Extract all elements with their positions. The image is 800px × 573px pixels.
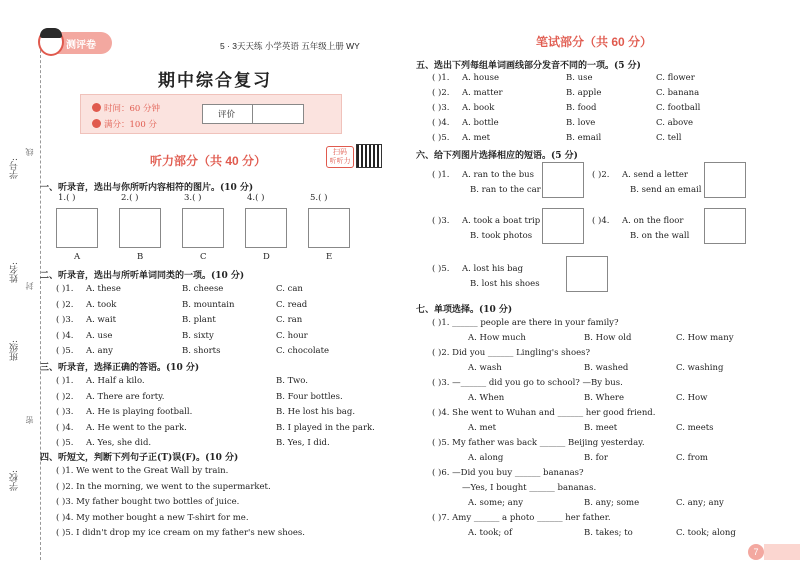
s6-b: B. on the wall	[630, 231, 690, 241]
full-score: 满分：100 分	[104, 120, 157, 130]
s6-num[interactable]: ( )4.	[592, 216, 610, 226]
s1-letter: E	[326, 252, 333, 262]
s7-b: B. for	[584, 453, 608, 463]
s5-c: C. banana	[656, 88, 700, 98]
s7-a: A. How much	[468, 333, 526, 343]
s5-c: C. tell	[656, 133, 682, 143]
s7-a: A. along	[468, 453, 504, 463]
s2-a: A. use	[86, 330, 113, 341]
qr-code-icon[interactable]	[356, 144, 382, 168]
binding-line	[40, 40, 41, 560]
check-icon	[92, 119, 101, 128]
s2-b: B. shorts	[182, 346, 221, 356]
s7-b: B. meet	[584, 423, 618, 433]
laptop-icon	[704, 162, 746, 198]
s7-question[interactable]: ( )1. ______ people are there in your family?	[432, 318, 619, 328]
class-label: 班级:	[10, 340, 20, 362]
s3-b: B. Yes, I did.	[276, 438, 330, 448]
s7-question[interactable]: ( )3. —______ did you go to school? —By bus.	[432, 378, 623, 388]
s3-b: B. Two.	[276, 376, 308, 386]
s3-num[interactable]: ( )2.	[56, 391, 74, 402]
s2-c: C. read	[276, 299, 308, 310]
s7-b: B. Where	[584, 393, 624, 403]
s5-num[interactable]: ( )4.	[432, 118, 450, 128]
s5-c: C. above	[656, 118, 694, 128]
s6-a: A. send a letter	[622, 170, 688, 180]
s4-statement[interactable]: ( )2. In the morning, we went to the supermarket.	[56, 481, 271, 492]
s5-a: A. bottle	[462, 118, 499, 128]
s7-a: A. met	[468, 423, 497, 433]
cut-mark: 线	[25, 148, 34, 156]
s7-question[interactable]: ( )7. Amy ______ a photo ______ her father.	[432, 513, 611, 523]
s2-b: B. mountain	[182, 299, 235, 310]
s6-b: B. send an email	[630, 185, 702, 195]
tower-icon	[308, 208, 350, 248]
s1-letter: A	[74, 252, 81, 262]
qr-label: 扫码 听听力	[326, 146, 354, 168]
page-title: 期中综合复习	[158, 71, 272, 91]
floor-icon	[704, 208, 746, 244]
s7-question[interactable]: ( )2. Did you ______ Lingling's shoes?	[432, 348, 591, 358]
s1-num[interactable]: 2.( )	[121, 193, 139, 203]
s4-title: 四、听短文，判断下列句子正(T)误(F)。(10 分)	[40, 453, 239, 463]
s2-num[interactable]: ( )4.	[56, 330, 74, 341]
score-label: 评价	[218, 110, 236, 120]
s2-a: A. took	[86, 299, 117, 310]
s7-a: A. wash	[468, 363, 502, 373]
s5-a: A. house	[462, 73, 500, 83]
mascot-hair	[40, 28, 62, 38]
s5-a: A. met	[462, 133, 491, 143]
school-label: 学校:	[10, 470, 20, 492]
s1-letter: C	[200, 252, 207, 262]
s1-letter: B	[137, 252, 144, 262]
s6-a: A. on the floor	[622, 216, 684, 226]
badge-label: 测评卷	[66, 40, 96, 51]
s5-b: B. food	[566, 103, 597, 113]
shoes-icon	[566, 256, 608, 292]
s2-num[interactable]: ( )3.	[56, 315, 74, 325]
listening-title: 听力部分（共 40 分）	[150, 154, 267, 168]
s4-statement[interactable]: ( )1. We went to the Great Wall by train.	[56, 466, 229, 476]
number-label: 学号:	[10, 158, 20, 180]
s3-b: B. He lost his bag.	[276, 407, 356, 417]
s2-a: A. wait	[86, 315, 117, 325]
name-label: 姓名:	[10, 262, 20, 284]
s2-a: A. these	[86, 284, 121, 294]
s3-num[interactable]: ( )1.	[56, 376, 74, 386]
s6-b: B. took photos	[470, 231, 533, 241]
s2-b: B. cheese	[182, 284, 224, 294]
time-limit: 时间：60 分钟	[104, 104, 161, 114]
banana-icon	[119, 208, 161, 248]
s1-num[interactable]: 1.( )	[58, 193, 76, 203]
cut-mark: 密	[25, 416, 34, 424]
s7-question-cont: —Yes, I bought ______ bananas.	[462, 483, 597, 493]
cut-mark: 封	[25, 282, 34, 290]
s6-num[interactable]: ( )3.	[432, 216, 450, 226]
s2-title: 二、听录音，选出与所听单词同类的一项。(10 分)	[40, 271, 245, 281]
s3-num[interactable]: ( )4.	[56, 422, 74, 433]
s3-b: B. Four bottles.	[276, 391, 343, 402]
s5-num[interactable]: ( )3.	[432, 103, 450, 113]
s5-num[interactable]: ( )2.	[432, 88, 450, 98]
s4-statement[interactable]: ( )3. My father bought two bottles of juice.	[56, 497, 240, 507]
s5-num[interactable]: ( )1.	[432, 73, 450, 83]
s5-a: A. book	[462, 103, 495, 113]
score-divider	[252, 104, 253, 124]
s7-c: C. washing	[676, 363, 724, 373]
s3-a: A. Half a kilo.	[86, 376, 145, 386]
s6-title: 六、给下列图片选择相应的短语。(5 分)	[416, 151, 578, 161]
s3-a: A. Yes, she did.	[86, 438, 152, 448]
s7-c: C. from	[676, 453, 708, 463]
s2-num[interactable]: ( )5.	[56, 346, 74, 356]
s6-a: A. took a boat trip	[462, 216, 541, 226]
s5-c: C. flower	[656, 73, 695, 83]
s7-c: C. How many	[676, 333, 734, 343]
s2-b: B. plant	[182, 315, 216, 325]
s2-c: C. ran	[276, 315, 303, 325]
s2-num[interactable]: ( )2.	[56, 299, 74, 310]
s6-num[interactable]: ( )2.	[592, 170, 610, 180]
s4-statement[interactable]: ( )5. I didn't drop my ice cream on my father's new shoes.	[56, 528, 305, 538]
s7-question[interactable]: ( )5. My father was back ______ Beijing yesterday.	[432, 438, 645, 448]
s3-num[interactable]: ( )3.	[56, 407, 74, 417]
s1-num[interactable]: 5.( )	[310, 193, 328, 203]
s7-b: B. washed	[584, 363, 629, 373]
s5-b: B. apple	[566, 88, 602, 98]
bus-icon	[542, 162, 584, 198]
s7-b: B. takes; to	[584, 528, 633, 538]
s2-c: C. hour	[276, 330, 308, 341]
s7-a: A. took; of	[468, 528, 513, 538]
s1-num[interactable]: 3.( )	[184, 193, 202, 203]
s2-num[interactable]: ( )1.	[56, 284, 74, 294]
s4-statement[interactable]: ( )4. My mother bought a new T-shirt for me.	[56, 512, 249, 523]
s6-b: B. ran to the car	[470, 185, 541, 195]
s3-title: 三、听录音，选择正确的答语。(10 分)	[40, 363, 200, 373]
s5-b: B. email	[566, 133, 602, 143]
s6-a: A. lost his bag	[462, 264, 524, 274]
s5-num[interactable]: ( )5.	[432, 133, 450, 143]
s7-a: A. some; any	[468, 498, 524, 508]
s3-a: A. There are forty.	[86, 391, 165, 402]
chocolate-icon	[182, 208, 224, 248]
s1-title: 一、听录音，选出与你所听内容相符的图片。(10 分)	[40, 183, 254, 193]
s7-b: B. any; some	[584, 498, 640, 508]
photo-girl-icon	[542, 208, 584, 244]
s2-c: C. can	[276, 284, 303, 294]
shorts-icon	[245, 208, 287, 248]
s5-b: B. use	[566, 73, 593, 83]
clock-icon	[92, 103, 101, 112]
s7-question[interactable]: ( )4. She went to Wuhan and ______ her good friend.	[432, 408, 656, 418]
s5-c: C. football	[656, 103, 701, 113]
s5-a: A. matter	[462, 88, 503, 98]
s6-a: A. ran to the bus	[462, 170, 534, 180]
page-number: 7	[748, 544, 764, 560]
s7-c: C. any; any	[676, 498, 724, 508]
s1-num[interactable]: 4.( )	[247, 193, 265, 203]
mountain-icon	[56, 208, 98, 248]
s5-title: 五、选出下列每组单词画线部分发音不同的一项。(5 分)	[416, 61, 641, 71]
s7-c: C. took; along	[676, 528, 736, 538]
s7-title: 七、单项选择。(10 分)	[416, 305, 513, 315]
s3-num[interactable]: ( )5.	[56, 438, 74, 448]
s3-a: A. He is playing football.	[86, 407, 193, 417]
s7-b: B. How old	[584, 333, 632, 343]
s2-c: C. chocolate	[276, 346, 330, 356]
written-title: 笔试部分（共 60 分）	[536, 35, 653, 49]
s7-a: A. When	[468, 393, 505, 403]
s6-num[interactable]: ( )5.	[432, 264, 450, 274]
header-info: 5 · 3天天练 小学英语 五年级上册 WY	[220, 41, 360, 51]
s2-b: B. sixty	[182, 330, 214, 341]
s7-c: C. How	[676, 393, 708, 403]
s5-b: B. love	[566, 118, 596, 128]
s7-c: C. meets	[676, 423, 714, 433]
s2-a: A. any	[86, 346, 113, 356]
page-bar	[764, 544, 800, 560]
s7-question[interactable]: ( )6. —Did you buy ______ bananas?	[432, 468, 584, 478]
s1-letter: D	[263, 252, 270, 262]
s6-num[interactable]: ( )1.	[432, 170, 450, 180]
s3-a: A. He went to the park.	[86, 422, 187, 433]
s6-b: B. lost his shoes	[470, 279, 540, 289]
s3-b: B. I played in the park.	[276, 422, 375, 433]
